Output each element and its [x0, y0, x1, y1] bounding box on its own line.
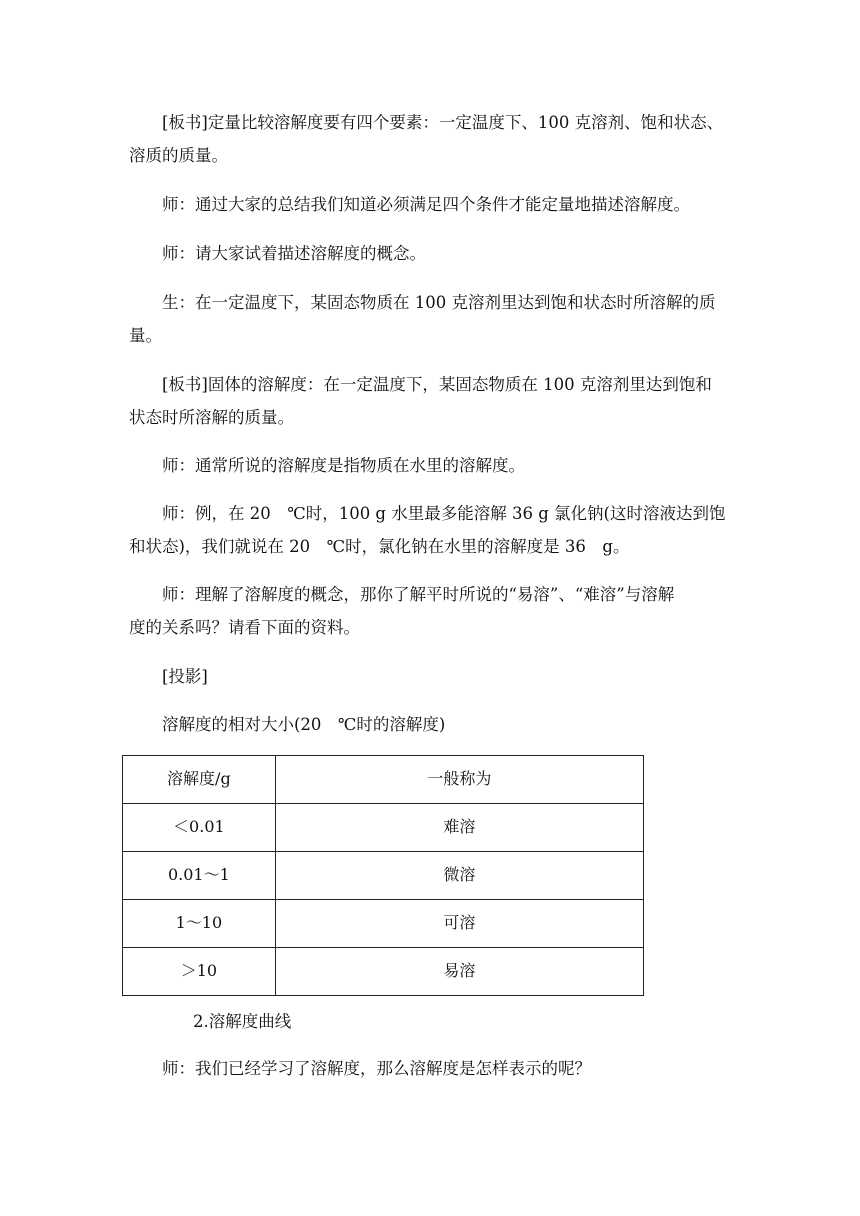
text-line: 状态时所溶解的质量。 — [129, 408, 294, 427]
section-heading — [193, 1005, 593, 1038]
table-header-row — [123, 756, 644, 804]
table-cell: 难溶 — [275, 804, 643, 852]
paragraph-teacher-1 — [129, 188, 731, 221]
paragraph-teacher-6 — [129, 1052, 731, 1085]
text-line: 溶解度的相对大小(20 ℃时的溶解度) — [162, 715, 446, 734]
text-line: 师：理解了溶解度的概念，那你了解平时所说的“易溶”、“难溶”与溶解 — [162, 585, 675, 604]
table-cell: 1～10 — [123, 900, 276, 948]
table-header-cell: 一般称为 — [275, 756, 643, 804]
text-line: 2.溶解度曲线 — [193, 1012, 292, 1031]
table-cell: 可溶 — [275, 900, 643, 948]
table-row — [123, 900, 644, 948]
table-row — [123, 948, 644, 996]
paragraph-teacher-5 — [129, 578, 731, 644]
text-line: 和状态)，我们就说在 20 ℃时，氯化钠在水里的溶解度是 36 g。 — [129, 537, 630, 556]
table-cell: ＞10 — [123, 948, 276, 996]
paragraph-board-note-1 — [129, 106, 731, 172]
table-cell: ＜0.01 — [123, 804, 276, 852]
text-line: 师：例，在 20 ℃时，100 g 水里最多能溶解 36 g 氯化钠(这时溶液达到饱 — [162, 504, 726, 523]
text-line: 师：请大家试着描述溶解度的概念。 — [162, 244, 426, 263]
table-cell: 0.01～1 — [123, 852, 276, 900]
table-header-cell: 溶解度/g — [123, 756, 276, 804]
solubility-table — [122, 755, 644, 996]
text-line: [板书]固体的溶解度：在一定温度下，某固态物质在 100 克溶剂里达到饱和 — [162, 375, 712, 394]
table-cell: 微溶 — [275, 852, 643, 900]
text-line: 师：通常所说的溶解度是指物质在水里的溶解度。 — [162, 456, 525, 475]
table-cell: 易溶 — [275, 948, 643, 996]
paragraph-teacher-4 — [129, 497, 731, 563]
text-line: [板书]定量比较溶解度要有四个要素：一定温度下、100 克溶剂、饱和状态、 — [162, 113, 724, 132]
paragraph-teacher-3 — [129, 449, 731, 482]
text-line: 师：我们已经学习了溶解度，那么溶解度是怎样表示的呢？ — [162, 1059, 591, 1078]
text-line: 师：通过大家的总结我们知道必须满足四个条件才能定量地描述溶解度。 — [162, 195, 690, 214]
table-row — [123, 804, 644, 852]
text-line: 溶质的质量。 — [129, 146, 228, 165]
paragraph-board-note-2 — [129, 368, 731, 434]
text-line: 度的关系吗？请看下面的资料。 — [129, 618, 360, 637]
text-line: 生：在一定温度下，某固态物质在 100 克溶剂里达到饱和状态时所溶解的质 — [162, 293, 716, 312]
paragraph-student-1 — [129, 286, 731, 352]
paragraph-projection-label — [129, 660, 731, 693]
text-line: 量。 — [129, 326, 162, 345]
table-caption — [129, 708, 731, 741]
paragraph-teacher-2 — [129, 237, 731, 270]
text-line: [投影] — [162, 667, 208, 686]
table-row — [123, 852, 644, 900]
